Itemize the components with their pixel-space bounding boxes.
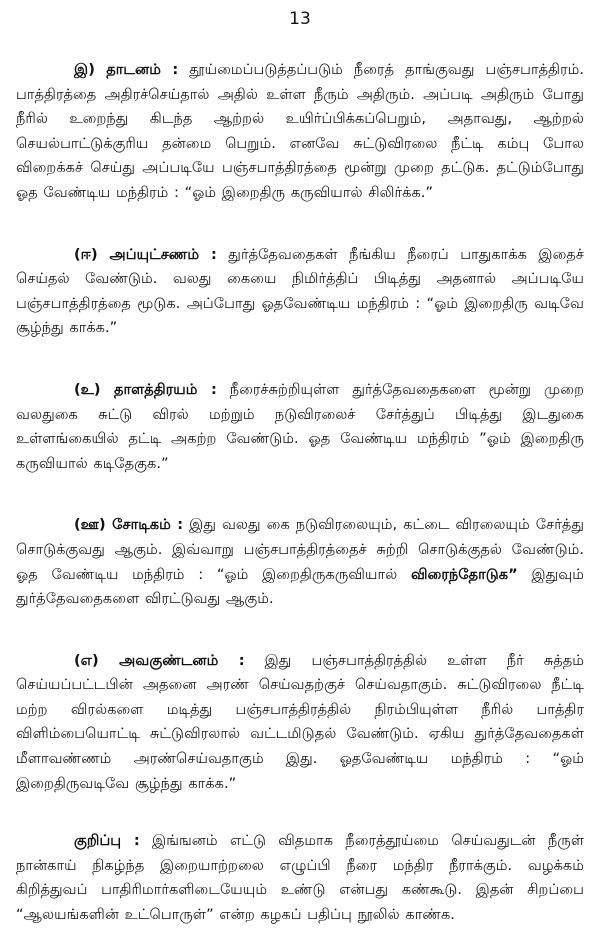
- term-note: குறிப்பு :: [74, 832, 140, 850]
- term-avagundanam: (எ) அவகுண்டனம் :: [74, 651, 245, 669]
- paragraph-text: இது வலது கை நடுவிரலையும், கட்டை விரலையும் சேர்த்து சொடுக்குவது ஆகும். இவ்வாறு பஞ்சபாத்திரத்தைச் சுற்றி சொடுக்குதல் வேண்டும். ஓத வேண்டிய மந்திரம் : “ஓம் இறைதிருகருவியால்: [16, 516, 585, 583]
- paragraph-text: தூய்மைப்படுத்தப்படும் நீரைத் தாங்குவது பஞ்சபாத்திரம். பாத்திரத்தை அதிரச்செய்தால் அதில் உள்ள நீரும் அதிரும். அப்படி அதிரும் போது நீரில் உறைந்து கிடந்த ஆற்றல் உயிர்ப்பிக்கப்பெறும், அதாவது, ஆற்றல் செயல்பாட்டுக்குரிய தன்மை பெறும். எனவே சுட்டுவிரலை நீட்டி கம்பு போல விறைக்கச் செய்து அப்படியே பஞ்சபாத்திரத்தை மூன்று முறை தட்டுக. தட்டும்போது ஓத வேண்டிய மந்திரம் : “ஓம் இறைதிரு கருவியால் சிலிர்க்க.”: [16, 61, 584, 201]
- paragraph-text: இது பஞ்சபாத்திரத்தில் உள்ள நீர் சுத்தம் செய்யப்பட்டபின் அதனை அரண் செய்வதற்குச் செய்வதாகும். சுட்டுவிரலை நீட்டி மற்ற விரல்களை மடித்து பஞ்சபாத்திரத்தில் நிரம்பியுள்ள நீரில் பாத்திர விளிம்பையொட்டி சுட்டுவிரலால் வட்டமிடுதல் வேண்டும். ஏகிய துர்த்தேவதைகள் மீளாவண்ணம் அரண்செய்வதாகும் இது. ஓதவேண்டிய மந்திரம் : “ஓம் இறைதிருவடிவே சூழ்ந்து காக்க.”: [16, 651, 584, 792]
- term-thadanam: இ) தாடனம் :: [74, 61, 179, 78]
- paragraph-text: துர்த்தேவதைகள் நீங்கிய நீரைப் பாதுகாக்க இதைச் செய்தல் வேண்டும். வலது கையை நிமிர்த்திப் பிடித்து அதனால் அப்படியே பஞ்சபாத்திரத்தை மூடுக. அப்போது ஓதவேண்டிய மந்திரம் : “ஓம் இறைதிரு வடிவே சூழ்ந்து காக்க.”: [16, 245, 585, 337]
- paragraph-avagundanam: [16, 649, 584, 797]
- paragraph-note: [16, 829, 584, 927]
- paragraph-text-after: இதுவும் துர்த்தேவதைகளை விரட்டுவது ஆகும்.: [16, 565, 585, 608]
- page-number: 13: [289, 9, 311, 29]
- paragraph-text: இங்ஙனம் எட்டு விதமாக நீரைத்தூய்மை செய்வதுடன் நீருள் நான்காய் நிகழ்ந்த இறையாற்றலை எழுப்பி நீரை மந்திர நீராக்கும். வழக்கம் கிறித்துவப் பாதிரிமார்களிடையேயும் உண்டு என்பது கண்கூடு. இதன் சிறப்பை “ஆலயங்களின் உட்பொருள்” என்ற கழகப் பதிப்பு நூலில் காண்க.: [16, 832, 584, 924]
- paragraph-abyutchanam: [16, 243, 584, 341]
- term-thalathirayam: (உ) தாளத்திரயம் :: [74, 380, 217, 398]
- paragraph-thadanam: [16, 58, 584, 206]
- term-abyutchanam: (ஈ) அப்யுட்சணம் :: [74, 245, 217, 263]
- paragraph-thalathirayam: [16, 378, 584, 476]
- paragraph-text: நீரைச்சுற்றியுள்ள துர்த்தேவதைகளை மூன்று முறை வலதுகை சுட்டு விரல் மற்றும் நடுவிரலைச் சேர்த்துப் பிடித்து இடதுகை உள்ளங்கையில் தட்டி அகற்ற வேண்டும். ஓத வேண்டிய மந்திரம் ”ஓம் இறைதிரு கருவியால் கடிதேகுக.”: [16, 380, 585, 472]
- emphasized-mantra: விரைந்தோடுக”: [410, 565, 518, 583]
- paragraph-sodikam: [16, 513, 584, 611]
- term-sodikam: (ஊ) சோடிகம் :: [74, 516, 184, 534]
